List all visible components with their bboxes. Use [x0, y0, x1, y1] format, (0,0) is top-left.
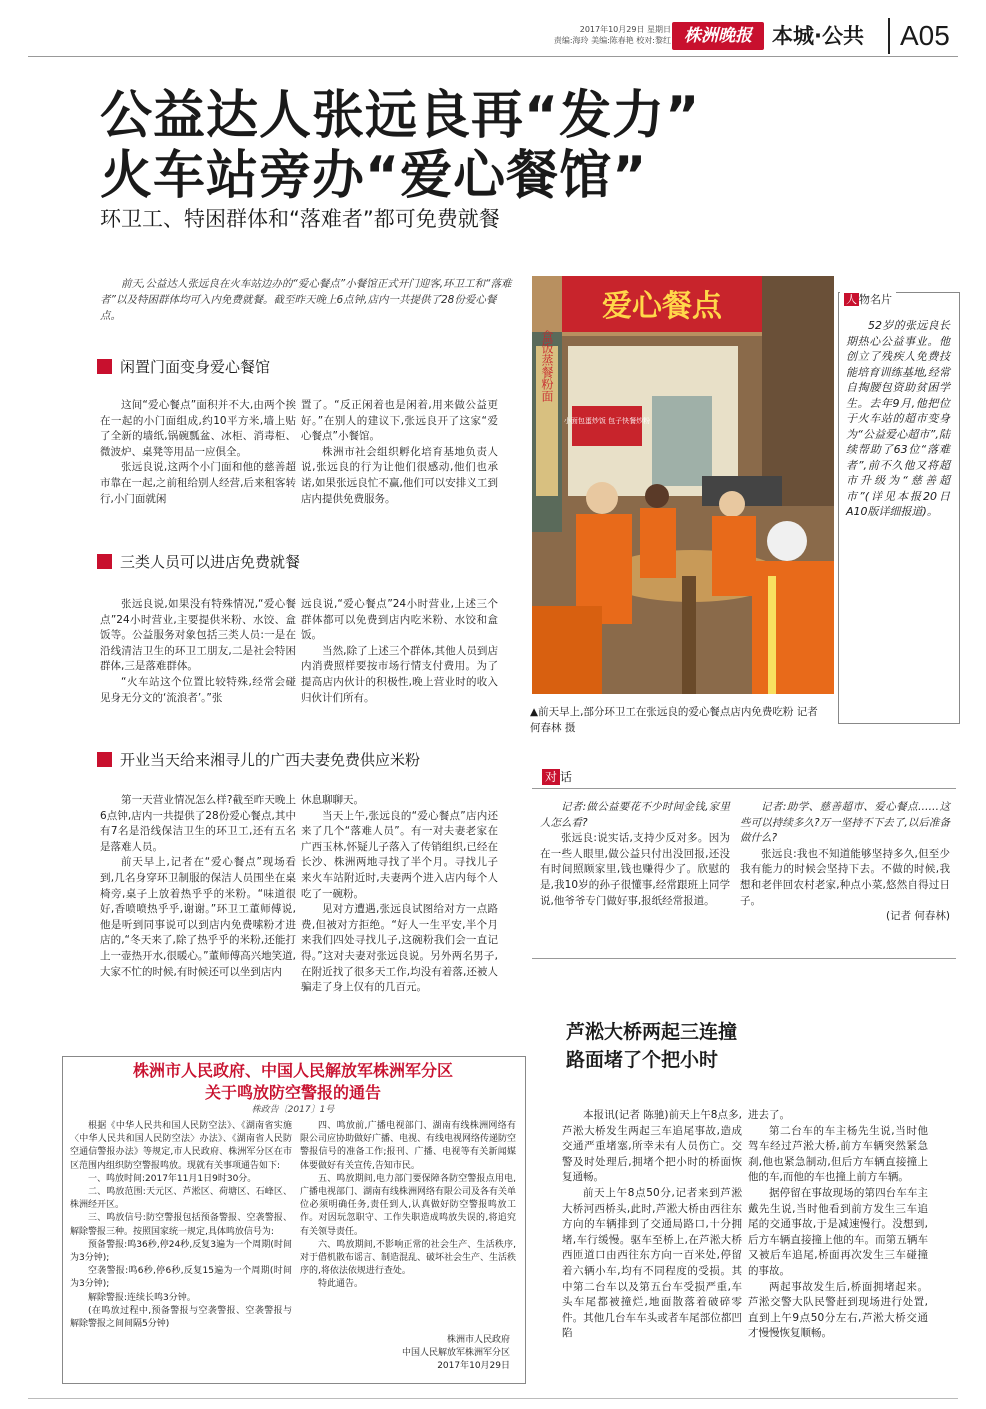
section-heading-3: 开业当天给来湘寻儿的广西夫妻免费供应米粉 — [97, 749, 420, 771]
notice-title-2: 关于鸣放防空警报的通告 — [204, 1083, 381, 1102]
date-line: 2017年10月29日 星期日 — [579, 25, 671, 34]
section-marker-icon — [97, 359, 112, 374]
notice-number: 株政告〔2017〕1号 — [251, 1105, 335, 1115]
notice-left-column: 根据《中华人民共和国人民防空法》、《湖南省实施〈中华人民共和国人民防空法〉办法》、《湖南省人民防空通信警报办法》等规定,市人民政府、株洲军分区在市区范围内组织防空警报鸣放。现就有关事项通告如下: 一、鸣放时间:2017年11月1日9时30分。 二、鸣放范围:天元区、芦淞区、荷塘区、石峰区、株洲经开区。 三、鸣放信号:防空警报包括预备警报、空袭警报、解除警报三种。按照国家统一规定,具体鸣放信号为: 预备警报:鸣36秒,停24秒,反复3遍为一个周期(时间为3分钟); 空袭警报:鸣6秒,停6秒,反复15遍为一个周期(时间为3分钟); 解除警报:连续长鸣3分钟。 (在鸣放过程中,预备警报与空袭警报、空袭警报与解除警报之间间隔5分钟) — [70, 1121, 292, 1330]
notice-right-column: 四、鸣放前,广播电视部门、湖南有线株洲网络有限公司应协助做好广播、电视、有线电视网络传递防空警报信号的准备工作;报刊、广播、电视等有关新闻媒体要做好有关宣传,告知市民。 五、鸣放期间,电力部门要保障各防空警报点用电,广播电视部门、湖南有线株洲网络有限公司及各有关单位必须明确任务,责任到人,认真做好防空警报鸣放工作。对因玩忽职守、工作失职造成鸣放失误的,将追究有关领导责任。 六、鸣放期间,不影响正常的社会生产、生活秩序,对于借机散布谣言、制造混乱、破坏社会生产、生活秩序的,将依法依规进行查处。 特此通告。 — [300, 1121, 517, 1290]
section-1-right-column: 置了。“反正闲着也是闲着,用来做公益更好。”在别人的建议下,张远良开了这家“爱心餐点”小餐馆。 株洲市社会组织孵化培育基地负责人说,张远良的行为让他们很感动,他们也承诺,如果张远良忙不赢,他们可以安排义工到店内提供免费服务。 — [301, 399, 498, 505]
menu-board-text: 小面包蛋炒饭 包子快餐炒粉 — [563, 417, 651, 425]
photo-illustration — [532, 276, 834, 694]
article2-left-column: 本报讯(记者 陈驰)前天上午8点多,芦淞大桥发生两起三车追尾事故,造成交通严重堵塞,所幸未有人员伤亡。交警及时处理后,拥堵个把小时的桥面恢复通畅。 前天上午8点50分,记者来到芦淞大桥河西桥头,此时,芦淞大桥由西往东方向的车辆排到了交通局路口,十分拥堵,车行缓慢。驱车至桥上,在芦淞大桥西匝道口由西往东方向一百米处,停留着六辆小车,均有不同程度的受损。其中第二台车以及第五台车受损严重,车头车尾都被撞烂,地面散落着破碎零件。其他几台车车头或者车尾部位都凹陷 — [562, 1109, 742, 1340]
headline-line-2: 火车站旁办“爱心餐馆” — [100, 146, 648, 206]
article2-headline-2: 路面堵了个把小时 — [566, 1049, 719, 1071]
masthead-meta — [553, 24, 671, 46]
shop-sign-text: 爱心餐点 — [602, 289, 722, 324]
dialog-left-column: 记者:做公益要花不少时间金钱,家里人怎么看? 张远良:说实话,支持少反对多。因为在一些人眼里,做公益只付出没回报,还没有时间照顾家里,钱也赚得少了。欣慰的是,我10岁的孙子很懂事,经常跟班上同学说,他爷爷专门做好事,报纸经常报道。 — [540, 801, 730, 907]
side-sign-text: 盒饭蒸餐粉面 — [540, 330, 554, 402]
section-3-left-column: 第一天营业情况怎么样?截至昨天晚上6点钟,店内一共提供了28份爱心餐点,其中有7名是沿线保洁卫生的环卫工,还有五名是落难人员。 前天早上,记者在“爱心餐点”现场看到,几名身穿环卫制服的保洁人员围坐在桌椅旁,桌子上放着热乎乎的米粉。“味道很好,香喷喷热乎乎,谢谢。”环卫工董师傅说,他是听到同事说可以到店内免费嗦粉才进店的,“冬天来了,除了热乎乎的米粉,还能打上一壶热开水,很暖心。”董师傅高兴地笑道,大家不忙的时候,有时候还可以坐到店内 — [100, 794, 296, 978]
article-lead: 前天,公益达人张远良在火车站边办的“爱心餐点”小餐馆正式开门迎客,环卫工和“落难者”以及特困群体均可入内免费就餐。截至昨天晚上6点钟,店内一共提供了28份爱心餐点。 — [100, 278, 512, 322]
profile-text: 52岁的张远良长期热心公益事业。他创立了残疾人免费技能培育训练基地,经常自掏腰包资助贫困学生。去年9月,他把位于火车站的超市变身为“公益爱心超市”,陆续帮助了63位“落难者”,前不久他又将超市升级为“慈善超市”(详见本报20日A10版详细报道)。 — [846, 319, 950, 518]
news-photo — [532, 276, 834, 694]
section-3-right-column: 休息聊聊天。 当天上午,张远良的“爱心餐点”店内还来了几个“落难人员”。有一对夫妻老家在广西玉林,怀疑儿子落入了传销组织,已经在长沙、株洲两地寻找了半个月。寻找儿子来火车站附近时,夫妻两个进入店内每个人吃了一碗粉。 见对方遭遇,张远良试图给对方一点路费,但被对方拒绝。“好人一生平安,半个月来我们四处寻找儿子,这碗粉我们会一直记得。”这对夫妻对张远良说。另外两名男子,在附近找了很多天工作,均没有着落,还被人骗走了身上仅有的几百元。 — [301, 794, 498, 994]
section-marker-icon — [97, 554, 112, 569]
editors-line: 责编:海玲 美编:陈春艳 校对:黎红 — [553, 36, 671, 45]
masthead-rule — [28, 56, 958, 57]
subheadline: 环卫工、特困群体和“落难者”都可免费就餐 — [100, 207, 500, 231]
article2-right-column: 进去了。 第二台车的车主杨先生说,当时他驾车经过芦淞大桥,前方车辆突然紧急刹,他也紧急制动,但后方车辆直接撞上他的车,而他的车也撞上前方车辆。 据停留在事故现场的第四台车车主戴先生说,当时他看到前方发生三车追尾的交通事故,于是减速慢行。没想到,后方车辆直接撞上他的车。而第五辆车又被后车追尾,桥面再次发生三车碰撞的事故。 两起事故发生后,桥面拥堵起来。芦淞交警大队民警赶到现场进行处置,直到上午9点50分左右,芦淞大桥交通才慢慢恢复顺畅。 — [748, 1109, 928, 1340]
section-2-left-column: 张远良说,如果没有特殊情况,“爱心餐点”24小时营业,主要提供米粉、水饺、盒饭等。公益服务对象包括三类人员:一是在沿线清洁卫生的环卫工朋友,二是社会特困群体,三是落难群体。 “火车站这个位置比较特殊,经常会碰见身无分文的‘流浪者’。”张 — [100, 598, 296, 704]
article2-headline-1: 芦淞大桥两起三连撞 — [566, 1021, 738, 1043]
section-heading-1: 闲置门面变身爱心餐馆 — [97, 356, 270, 378]
dialog-top-rule — [532, 788, 956, 789]
section-name: 本城·公共 — [772, 24, 864, 48]
bottom-rule — [28, 1398, 958, 1399]
section-heading-2: 三类人员可以进店免费就餐 — [97, 551, 300, 573]
notice-signature: 株洲市人民政府 中国人民解放军株洲军分区 2017年10月29日 — [401, 1335, 510, 1371]
headline-line-1: 公益达人张远良再“发力” — [100, 86, 701, 146]
dialog-tag: 对 话 — [542, 768, 572, 786]
section-1-left-column: 这间“爱心餐点”面积并不大,由两个挨在一起的小门面组成,约10平方米,墙上贴了全新的墙纸,锅碗瓢盆、冰柜、消毒柜、微波炉、桌凳等用品一应俱全。 张远良说,这两个小门面和他的慈善超市靠在一起,之前租给别人经营,后来租客转行,小门面就闲 — [100, 399, 296, 505]
section-marker-icon — [97, 752, 112, 767]
dialog-right-column: 记者:助学、慈善超市、爱心餐点……这些可以持续多久?万一坚持不下去了,以后准备做什么? 张远良:我也不知道能够坚持多久,但至少我有能力的时候会坚持下去。不做的时候,我想和老伴回农村老家,种点小菜,悠然自得过日子。 (记者 何春林) — [740, 801, 950, 923]
profile-tag: 人 物名片 — [840, 292, 896, 308]
newspaper-logo: 株洲晚报 — [672, 22, 764, 50]
section-2-right-column: 远良说,“爱心餐点”24小时营业,上述三个群体都可以免费到店内吃米粉、水饺和盒饭。 当然,除了上述三个群体,其他人员到店内消费照样要按市场行情支付费用。为了提高店内伙计的积极性,晚上营业时的收入归伙计们所有。 — [301, 598, 498, 704]
dialog-bottom-rule — [532, 958, 956, 959]
page-number: A05 — [900, 20, 950, 51]
masthead-divider — [888, 18, 890, 54]
notice-title-1: 株洲市人民政府、中国人民解放军株洲军分区 — [132, 1061, 453, 1080]
photo-caption: ▲前天早上,部分环卫工在张远良的爱心餐点店内免费吃粉 记者 何春林 摄 — [530, 706, 818, 734]
